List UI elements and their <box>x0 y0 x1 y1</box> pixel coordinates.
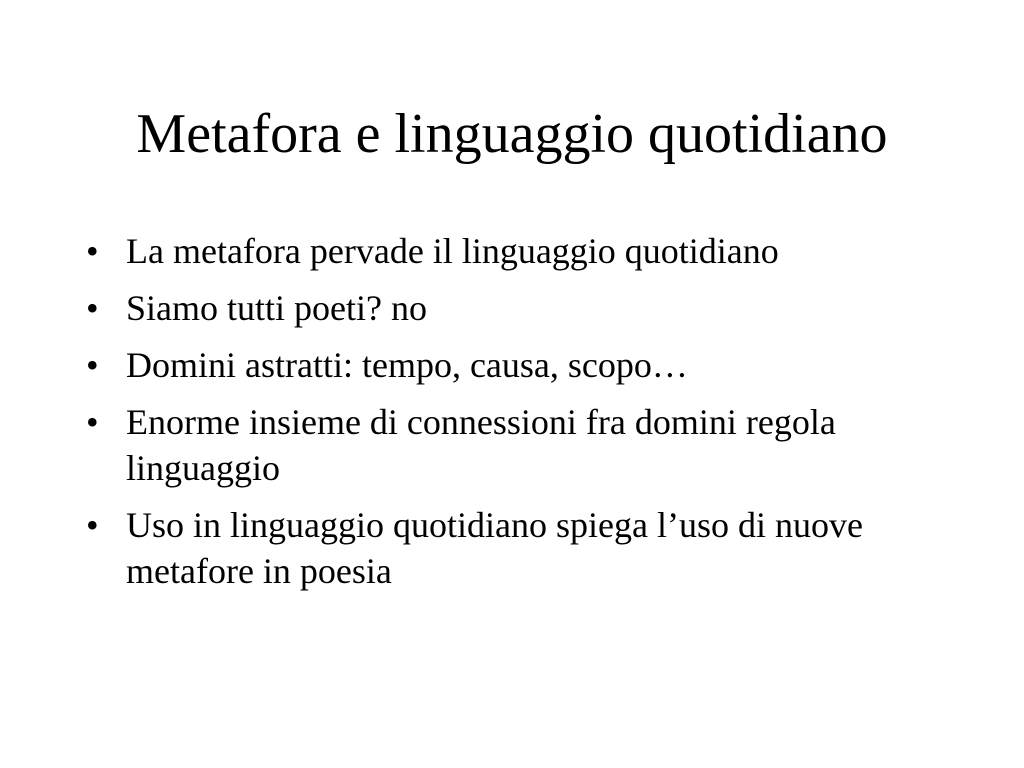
bullet-icon: • <box>86 345 99 385</box>
bullet-item <box>86 228 956 274</box>
bullet-icon: • <box>86 288 99 328</box>
bullet-list <box>86 228 956 605</box>
bullet-text: Siamo tutti poeti? no <box>126 288 427 328</box>
bullet-item <box>86 502 956 594</box>
bullet-icon: • <box>86 505 99 545</box>
bullet-text: Uso in linguaggio quotidiano spiega l’uso di nuove metafore in poesia <box>126 505 863 591</box>
bullet-text: La metafora pervade il linguaggio quotidiano <box>126 231 779 271</box>
bullet-icon: • <box>86 231 99 271</box>
bullet-item <box>86 342 956 388</box>
bullet-text: Enorme insieme di connessioni fra domini regola linguaggio <box>126 402 836 488</box>
bullet-icon: • <box>86 402 99 442</box>
bullet-item <box>86 285 956 331</box>
bullet-item <box>86 399 956 491</box>
bullet-text: Domini astratti: tempo, causa, scopo… <box>126 345 688 385</box>
slide-title: Metafora e linguaggio quotidiano <box>136 103 888 165</box>
